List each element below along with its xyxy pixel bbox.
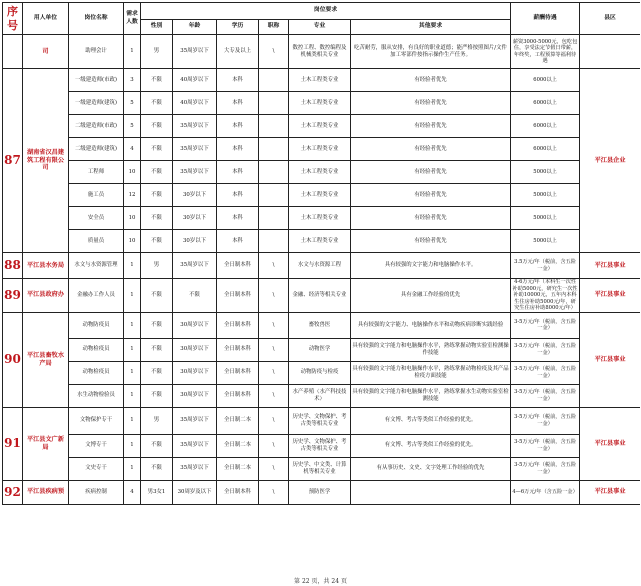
salary-info: 3-5万元/年（税前，含五险一金）: [511, 384, 580, 407]
header-title: 职称: [259, 20, 289, 35]
gender-requirement: 不限: [141, 92, 173, 115]
salary-info: 5000以上: [511, 161, 580, 184]
position-name: 文史专干: [69, 457, 124, 480]
major-requirement: 历史学、中文类、计算机等相关专业: [289, 457, 351, 480]
other-requirement: 具有较强的文字能力和电脑操作水平，熟练掌握水生动物实验室检测技能: [351, 384, 511, 407]
headcount: 1: [124, 35, 141, 69]
table-row: [3, 361, 641, 384]
other-requirement: 有经验者优先: [351, 69, 511, 92]
salary-info: 4-6万元/年（本科生一次性补助5000元，研究生一次性补助10000元，五年内本科生住房补助5000元/年，研究生住房补助8000元/年）: [512, 279, 578, 311]
major-requirement: 畜牧兽医: [289, 312, 351, 338]
region-label: 平江县事业: [580, 279, 640, 313]
table-row: [3, 69, 641, 92]
table-row: [3, 161, 641, 184]
table-row: [3, 457, 641, 480]
position-name: 二级建造师(建筑): [69, 138, 124, 161]
position-name: 动物检疫员: [69, 361, 124, 384]
headcount: 12: [124, 184, 141, 207]
major-requirement: 土木工程类专业: [289, 138, 351, 161]
title-requirement: \: [259, 338, 289, 361]
gender-requirement: 不限: [141, 384, 173, 407]
table-row: [3, 115, 641, 138]
position-name: 动物防疫员: [69, 312, 124, 338]
employer-name: 平江县文广新局: [23, 407, 69, 480]
salary-info: 5000以上: [511, 207, 580, 230]
gender-requirement: 不限: [141, 115, 173, 138]
recruitment-table: [2, 2, 640, 505]
age-requirement: 35周岁以下: [173, 434, 217, 457]
header-major: 专业: [289, 20, 351, 35]
region-label: 平江县事业: [580, 253, 640, 279]
position-name: 安全员: [69, 207, 124, 230]
other-requirement: 具有金融工作经验的优先: [351, 279, 511, 313]
seq-number: [3, 35, 23, 69]
position-name: 金融办工作人员: [69, 279, 124, 313]
table-row: [3, 35, 641, 69]
position-name: 文物保护专干: [69, 407, 124, 434]
header-age: 年龄: [173, 20, 217, 35]
salary-info: 6000以上: [511, 92, 580, 115]
age-requirement: 35周岁以下: [173, 161, 217, 184]
table-body: [3, 35, 641, 505]
education-requirement: 全日制本科: [217, 279, 259, 313]
age-requirement: 30周岁以下: [173, 361, 217, 384]
salary-info: 6000以上: [511, 115, 580, 138]
gender-requirement: 不限: [141, 207, 173, 230]
other-requirement: 具有较强的文字能力和电脑操作水平。: [351, 253, 511, 279]
headcount: 1: [124, 361, 141, 384]
position-name: 水文与水资源管理: [69, 253, 124, 279]
education-requirement: 本科: [217, 207, 259, 230]
gender-requirement: 不限: [141, 138, 173, 161]
title-requirement: [259, 92, 289, 115]
position-name: 文博专干: [69, 434, 124, 457]
table-row: [3, 338, 641, 361]
salary-info: 5000以上: [511, 184, 580, 207]
headcount: 10: [124, 207, 141, 230]
table-row: [3, 230, 641, 253]
education-requirement: 全日制本科: [217, 361, 259, 384]
table-row: [3, 434, 641, 457]
seq-number: 91: [3, 407, 23, 480]
age-requirement: 35周岁以下: [173, 138, 217, 161]
age-requirement: 35周岁以下: [173, 407, 217, 434]
title-requirement: [259, 230, 289, 253]
education-requirement: 全日制二本: [217, 457, 259, 480]
headcount: 1: [124, 279, 141, 313]
title-requirement: \: [259, 253, 289, 279]
headcount: 10: [124, 161, 141, 184]
age-requirement: 40周岁以下: [173, 92, 217, 115]
title-requirement: [259, 69, 289, 92]
education-requirement: 全日制本科: [217, 338, 259, 361]
education-requirement: 全日制本科: [217, 253, 259, 279]
header-gender: 性别: [141, 20, 173, 35]
title-requirement: \: [259, 384, 289, 407]
other-requirement: 有经验者优先: [351, 230, 511, 253]
position-name: 二级建造师(市政): [69, 115, 124, 138]
title-requirement: \: [259, 434, 289, 457]
position-name: 动物检疫员: [69, 338, 124, 361]
other-requirement: 有文博、考古等类似工作经验的优先。: [351, 407, 511, 434]
other-requirement: 有经验者优先: [351, 161, 511, 184]
region-label: [580, 35, 640, 69]
table-row: [3, 384, 641, 407]
age-requirement: 30岁以下: [173, 207, 217, 230]
headcount: 1: [124, 384, 141, 407]
other-requirement: 吃苦耐劳，服从安排，有良好的职业道德；能严格按照图片/文件加工零部件按指示操作生产任务。: [351, 35, 511, 69]
other-requirement: [351, 480, 511, 504]
headcount: 3: [124, 69, 141, 92]
headcount: 1: [124, 312, 141, 338]
title-requirement: \: [259, 35, 289, 69]
employer-name: 湖南省汉昌建筑工程有限公司: [23, 69, 69, 253]
age-requirement: 30周岁以下: [173, 384, 217, 407]
headcount: 1: [124, 407, 141, 434]
employer-name: 平江县疾病预: [23, 480, 69, 504]
header-education: 学历: [217, 20, 259, 35]
seq-number: 89: [3, 279, 23, 313]
other-requirement: 有经验者优先: [351, 207, 511, 230]
education-requirement: 本科: [217, 161, 259, 184]
salary-info: 4—6万元/年（含五险一金）: [511, 480, 580, 504]
other-requirement: 有经验者优先: [351, 115, 511, 138]
gender-requirement: 不限: [141, 230, 173, 253]
other-requirement: 有文博、考古等类似工作经验的优先。: [351, 434, 511, 457]
gender-requirement: 不限: [141, 361, 173, 384]
major-requirement: 金融、经济等相关专业: [289, 279, 351, 313]
other-requirement: 具有较强的文字能力和电脑操作水平，熟练掌握动物检疫及其产品检疫方面技能: [351, 361, 511, 384]
title-requirement: \: [259, 361, 289, 384]
gender-requirement: 男: [141, 35, 173, 69]
major-requirement: 水产养殖（水产科技技术）: [289, 384, 351, 407]
age-requirement: 35周岁以下: [173, 253, 217, 279]
major-requirement: 历史学、文物保护、考古类等相关专业: [289, 434, 351, 457]
headcount: 5: [124, 115, 141, 138]
title-requirement: \: [259, 457, 289, 480]
age-requirement: 不限: [173, 279, 217, 313]
major-requirement: 水文与水资源工程: [289, 253, 351, 279]
salary-info: 3.5万元/年（税前，含五险一金）: [511, 253, 580, 279]
title-requirement: [259, 138, 289, 161]
title-requirement: \: [259, 279, 289, 313]
education-requirement: 本科: [217, 115, 259, 138]
table-row: [3, 407, 641, 434]
position-name: 工程师: [69, 161, 124, 184]
salary-info: 3-5万元/年（税前，含五险一金）: [511, 407, 580, 434]
title-requirement: \: [259, 407, 289, 434]
gender-requirement: 不限: [141, 338, 173, 361]
employer-name: 平江县水务局: [23, 253, 69, 279]
employer-name: 司: [23, 35, 69, 69]
seq-number: 88: [3, 253, 23, 279]
age-requirement: 35周岁以下: [173, 457, 217, 480]
salary-info: 6000以上: [511, 138, 580, 161]
gender-requirement: 不限: [141, 69, 173, 92]
education-requirement: 全日制本科: [217, 480, 259, 504]
region-label: 平江县事业: [580, 480, 640, 504]
title-requirement: [259, 161, 289, 184]
major-requirement: 动物医学: [289, 338, 351, 361]
gender-requirement: 不限: [141, 434, 173, 457]
education-requirement: 本科: [217, 138, 259, 161]
gender-requirement: 不限: [141, 184, 173, 207]
education-requirement: 全日制本科: [217, 384, 259, 407]
education-requirement: 全日制二本: [217, 407, 259, 434]
salary-info: 3-5万元/年（税前，含五险一金）: [511, 312, 580, 338]
gender-requirement: 不限: [141, 161, 173, 184]
salary-info: 3-5万元/年（税前，含五险一金）: [511, 361, 580, 384]
major-requirement: 土木工程类专业: [289, 230, 351, 253]
age-requirement: 35周岁以下: [173, 35, 217, 69]
major-requirement: 历史学、文物保护、考古类等相关专业: [289, 407, 351, 434]
region-label: 平江县企业: [580, 69, 640, 253]
education-requirement: 大专及以上: [217, 35, 259, 69]
table-row: [3, 312, 641, 338]
major-requirement: 土木工程类专业: [289, 92, 351, 115]
education-requirement: 本科: [217, 92, 259, 115]
position-name: 施工员: [69, 184, 124, 207]
salary-info: 薪资3000-5000元，包吃包住，享受法定节假日带薪，年终奖，工程预算等福利待遇: [511, 35, 580, 69]
table-row: [3, 253, 641, 279]
seq-number: 92: [3, 480, 23, 504]
other-requirement: 具有较强的文字能力、电脑操作水平和动物疾病诊断实践经验: [351, 312, 511, 338]
salary-info: 3-5万元/年（税前，含五险一金）: [511, 338, 580, 361]
position-name: 一级建造师(市政): [69, 69, 124, 92]
title-requirement: \: [259, 480, 289, 504]
headcount: 4: [124, 480, 141, 504]
position-name: 质量员: [69, 230, 124, 253]
headcount: 1: [124, 434, 141, 457]
education-requirement: 本科: [217, 184, 259, 207]
header-salary: 薪酬待遇: [511, 3, 580, 35]
salary-info: 5000以上: [511, 230, 580, 253]
headcount: 5: [124, 92, 141, 115]
position-name: 疾病控制: [69, 480, 124, 504]
headcount: 10: [124, 230, 141, 253]
header-seq: 序号: [3, 3, 23, 35]
salary-info: 3-5万元/年（税前，含五险一金）: [511, 434, 580, 457]
table-row: [3, 279, 641, 313]
major-requirement: 土木工程类专业: [289, 115, 351, 138]
header-other: 其他要求: [351, 20, 511, 35]
region-label: 平江县事业: [580, 407, 640, 480]
headcount: 1: [124, 338, 141, 361]
position-name: 水生动物检验员: [69, 384, 124, 407]
table-row: [3, 138, 641, 161]
header-count: 需求人数: [124, 3, 141, 35]
other-requirement: 具有较强的文字能力和电脑操作水平，熟练掌握动物实验室检测操作技能: [351, 338, 511, 361]
title-requirement: [259, 207, 289, 230]
table-row: [3, 480, 641, 504]
other-requirement: 有从事历史、文史、文字处理工作经验的优先: [351, 457, 511, 480]
education-requirement: 全日制二本: [217, 434, 259, 457]
age-requirement: 30岁以下: [173, 230, 217, 253]
employer-name: 平江县畜牧水产局: [23, 312, 69, 407]
title-requirement: [259, 184, 289, 207]
headcount: 1: [124, 253, 141, 279]
salary-info: 6000以上: [511, 69, 580, 92]
other-requirement: 有经验者优先: [351, 138, 511, 161]
age-requirement: 30岁以下: [173, 184, 217, 207]
major-requirement: 动物防疫与检疫: [289, 361, 351, 384]
title-requirement: \: [259, 312, 289, 338]
region-label: 平江县事业: [580, 312, 640, 407]
table-row: [3, 92, 641, 115]
table-row: [3, 184, 641, 207]
gender-requirement: 男: [141, 253, 173, 279]
gender-requirement: 男: [141, 407, 173, 434]
employer-name: 平江县政府办: [23, 279, 69, 313]
header-requirements: 岗位要求: [141, 3, 511, 20]
age-requirement: 35周岁以下: [173, 115, 217, 138]
major-requirement: 预防医学: [289, 480, 351, 504]
age-requirement: 30周岁及以下: [173, 480, 217, 504]
gender-requirement: 男3女1: [141, 480, 173, 504]
header-unit: 用人单位: [23, 3, 69, 35]
gender-requirement: 不限: [141, 457, 173, 480]
education-requirement: 全日制本科: [217, 312, 259, 338]
headcount: 1: [124, 457, 141, 480]
other-requirement: 有经验者优先: [351, 92, 511, 115]
education-requirement: 本科: [217, 230, 259, 253]
major-requirement: 土木工程类专业: [289, 207, 351, 230]
seq-number: 87: [3, 69, 23, 253]
major-requirement: 土木工程类专业: [289, 184, 351, 207]
position-name: 助理会计: [69, 35, 124, 69]
age-requirement: 40周岁以下: [173, 69, 217, 92]
major-requirement: 数控工程、数控编程及机械类相关专业: [289, 35, 351, 69]
major-requirement: 土木工程类专业: [289, 69, 351, 92]
title-requirement: [259, 115, 289, 138]
major-requirement: 土木工程类专业: [289, 161, 351, 184]
header-region: 县区: [580, 3, 640, 35]
position-name: 一级建造师(建筑): [69, 92, 124, 115]
gender-requirement: 不限: [141, 279, 173, 313]
other-requirement: 有经验者优先: [351, 184, 511, 207]
gender-requirement: 不限: [141, 312, 173, 338]
age-requirement: 30周岁以下: [173, 338, 217, 361]
age-requirement: 30周岁以下: [173, 312, 217, 338]
salary-info: 3-5万元/年（税前，含五险一金）: [511, 457, 580, 480]
education-requirement: 本科: [217, 69, 259, 92]
table-row: [3, 207, 641, 230]
seq-number: 90: [3, 312, 23, 407]
headcount: 4: [124, 138, 141, 161]
header-position: 岗位名称: [69, 3, 124, 35]
page-footer: 第 22 页，共 24 页: [294, 578, 347, 585]
recruitment-table-page: [2, 2, 640, 569]
